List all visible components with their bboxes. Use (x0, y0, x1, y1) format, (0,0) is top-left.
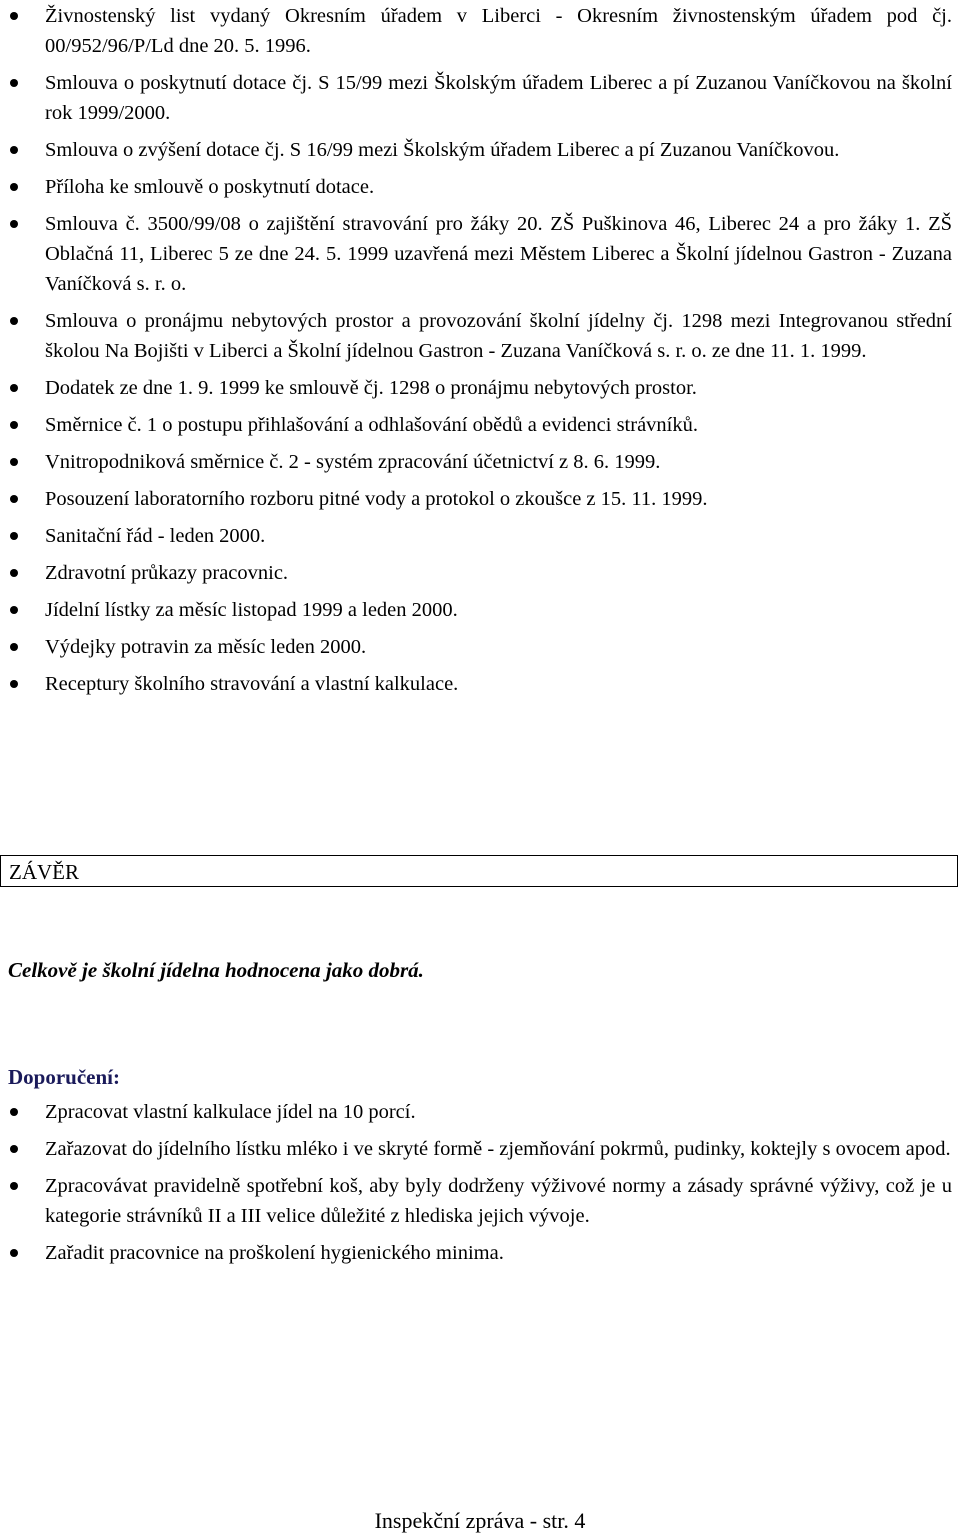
list-item: Smlouva o zvýšení dotace čj. S 16/99 mezi Školským úřadem Liberec a pí Zuzanou Vaníčkovou. (0, 135, 952, 165)
list-item: Zpracovat vlastní kalkulace jídel na 10 porcí. (0, 1097, 952, 1127)
list-item: Smlouva o pronájmu nebytových prostor a provozování školní jídelny čj. 1298 mezi Integrovanou střední školou Na Bojišti v Liberci a Školní jídelnou Gastron - Zuzana Vaníčková s. r. o. ze dne 11. 1. 1999. (0, 306, 952, 366)
list-item: Příloha ke smlouvě o poskytnutí dotace. (0, 172, 952, 202)
list-item: Zařadit pracovnice na proškolení hygienického minima. (0, 1238, 952, 1268)
list-item: Receptury školního stravování a vlastní kalkulace. (0, 669, 952, 699)
list-item: Zdravotní průkazy pracovnic. (0, 558, 952, 588)
overall-verdict: Celkově je školní jídelna hodnocena jako dobrá. (8, 958, 424, 982)
list-item: Dodatek ze dne 1. 9. 1999 ke smlouvě čj. 1298 o pronájmu nebytových prostor. (0, 373, 952, 403)
list-item: Výdejky potravin za měsíc leden 2000. (0, 632, 952, 662)
list-item: Jídelní lístky za měsíc listopad 1999 a leden 2000. (0, 595, 952, 625)
list-item: Sanitační řád - leden 2000. (0, 521, 952, 551)
conclusion-heading: ZÁVĚR (9, 860, 79, 884)
recommendations-list (0, 1097, 952, 1275)
attachments-list (0, 1, 952, 706)
list-item: Zařazovat do jídelního lístku mléko i ve skryté formě - zjemňování pokrmů, pudinky, koktejly s ovocem apod. (0, 1134, 952, 1164)
list-item: Živnostenský list vydaný Okresním úřadem v Liberci - Okresním živnostenským úřadem pod čj. 00/952/96/P/Ld dne 20. 5. 1996. (0, 1, 952, 61)
list-item: Smlouva č. 3500/99/08 o zajištění stravování pro žáky 20. ZŠ Puškinova 46, Liberec 24 a pro žáky 1. ZŠ Oblačná 11, Liberec 5 ze dne 24. 5. 1999 uzavřená mezi Městem Liberec a Školní jídelnou Gastron - Zuzana Vaníčková s. r. o. (0, 209, 952, 299)
list-item: Smlouva o poskytnutí dotace čj. S 15/99 mezi Školským úřadem Liberec a pí Zuzanou Vaníčkovou na školní rok 1999/2000. (0, 68, 952, 128)
recommendations-heading: Doporučení: (8, 1065, 120, 1089)
page-footer: Inspekční zpráva - str. 4 (374, 1508, 586, 1533)
conclusion-section-box (0, 855, 958, 887)
list-item: Vnitropodniková směrnice č. 2 - systém zpracování účetnictví z 8. 6. 1999. (0, 447, 952, 477)
list-item: Zpracovávat pravidelně spotřební koš, aby byly dodrženy výživové normy a zásady správné výživy, což je u kategorie strávníků II a III velice důležité z hlediska jejich vývoje. (0, 1171, 952, 1231)
list-item: Směrnice č. 1 o postupu přihlašování a odhlašování obědů a evidenci strávníků. (0, 410, 952, 440)
list-item: Posouzení laboratorního rozboru pitné vody a protokol o zkoušce z 15. 11. 1999. (0, 484, 952, 514)
